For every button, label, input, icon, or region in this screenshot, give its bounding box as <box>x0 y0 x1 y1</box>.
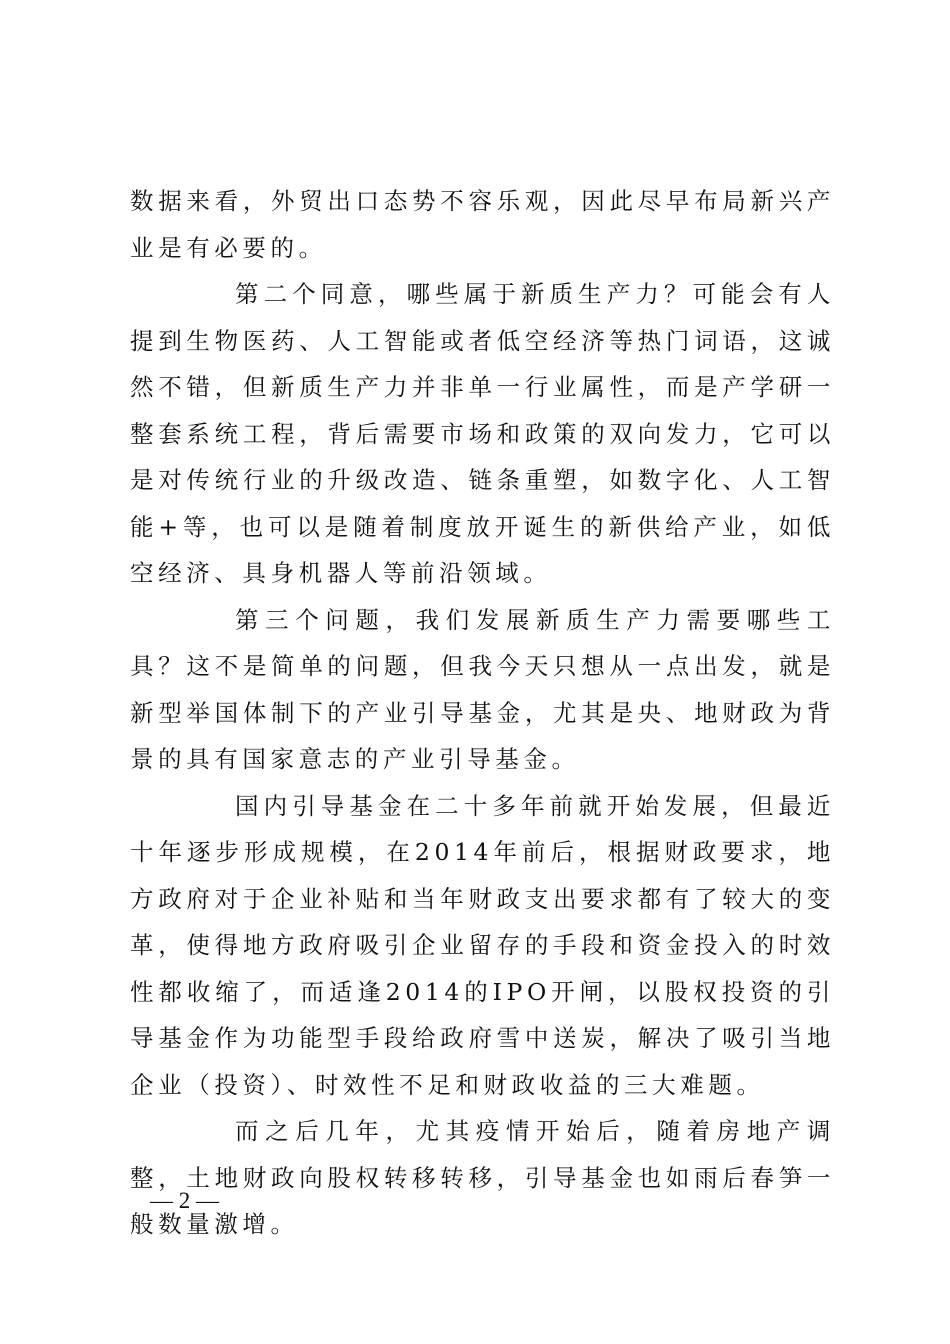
paragraph-5: 而之后几年，尤其疫情开始后，随着房地产调整，土地财政向股权转移转移，引导基金也如雨后春笋一般数量激增。 <box>130 1117 835 1238</box>
paragraph-1: 数据来看，外贸出口态势不容乐观，因此尽早布局新兴产业是有必要的。 <box>130 187 835 262</box>
paragraph-4: 国内引导基金在二十多年前就开始发展，但最近十年逐步形成规模，在2014年前后，根据财政要求，地方政府对于企业补贴和当年财政支出要求都有了较大的变革，使得地方政府吸引企业留存的手段和资金投入的时效性都收缩了，而适逢2014的IPO开闸，以股权投资的引导基金作为功能型手段给政府雪中送炭，解决了吸引当地企业（投资）、时效性不足和财政收益的三大难题。 <box>130 791 835 1099</box>
paragraph-2: 第二个同意，哪些属于新质生产力？可能会有人提到生物医药、人工智能或者低空经济等热门词语，这诚然不错，但新质生产力并非单一行业属性，而是产学研一整套系统工程，背后需要市场和政策的双向发力，它可以是对传统行业的升级改造、链条重塑，如数字化、人工智能+等，也可以是随着制度放开诞生的新供给产业，如低空经济、具身机器人等前沿领域。 <box>130 280 835 587</box>
body-text <box>130 178 835 1248</box>
page-number: — 2 — <box>150 1188 219 1213</box>
paragraph-3: 第三个问题，我们发展新质生产力需要哪些工具？这不是简单的问题，但我今天只想从一点出发，就是新型举国体制下的产业引导基金，尤其是央、地财政为背景的具有国家意志的产业引导基金。 <box>130 605 835 773</box>
